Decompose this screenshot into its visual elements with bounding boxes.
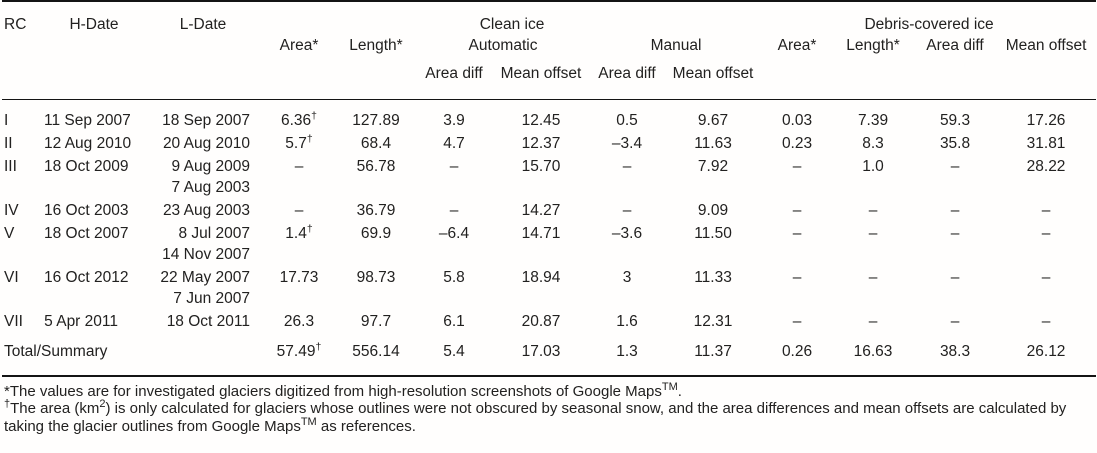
clean-area-cell: –	[294, 201, 304, 219]
group-header-debris-covered-ice: Debris-covered ice	[864, 16, 994, 33]
l-date-cell: 18 Oct 2011	[166, 312, 250, 330]
table-row-V	[2, 221, 1096, 265]
dagger-sup: †	[315, 340, 322, 353]
debris-area-diff-cell: –	[950, 224, 960, 242]
col-header-debris-mean-offset: Mean offset	[1005, 37, 1087, 54]
group-header-clean-ice: Clean ice	[479, 16, 545, 33]
l-date-cell: 22 May 2007 7 Jun 2007	[160, 268, 250, 307]
table-row-I	[2, 99, 1096, 131]
h-date-cell: 16 Oct 2003	[44, 201, 129, 219]
h-date-cell: 16 Oct 2012	[44, 268, 129, 286]
debris-area-cell: 0.23	[781, 134, 813, 152]
debris-length-cell: –	[868, 268, 878, 286]
debris-area-diff-cell: –	[950, 268, 960, 286]
manual-mean-offset-cell: 11.37	[694, 342, 732, 360]
clean-area-cell: 6.36†	[280, 109, 317, 129]
col-header-manual-mean-offset: Mean offset	[672, 65, 754, 82]
trademark-sup: TM	[661, 380, 678, 393]
table-row-VII	[2, 309, 1096, 332]
dagger-sup: †	[306, 222, 313, 235]
auto-mean-offset-cell: 14.27	[521, 201, 561, 219]
clean-length-cell: 69.9	[360, 224, 392, 242]
col-header-rc: RC	[4, 16, 27, 33]
manual-area-diff-cell: 3	[622, 268, 632, 286]
clean-area-cell: –	[294, 157, 304, 175]
col-header-auto-area-diff: Area diff	[425, 65, 483, 82]
rc-cell: VI	[4, 268, 19, 286]
debris-area-diff-cell: –	[950, 312, 960, 330]
dagger-marker-sup: †	[4, 398, 11, 410]
manual-mean-offset-cell: 7.92	[697, 157, 729, 175]
manual-area-diff-cell: 1.6	[616, 312, 638, 330]
clean-area-cell: 57.49†	[276, 340, 322, 360]
clean-area-cell: 5.7†	[285, 132, 313, 152]
debris-length-cell: 16.63	[853, 342, 893, 360]
manual-area-diff-cell: 1.3	[616, 342, 638, 360]
col-header-manual-area-diff: Area diff	[598, 65, 656, 82]
auto-mean-offset-cell: 18.94	[521, 268, 561, 286]
debris-area-diff-cell: 35.8	[939, 134, 971, 152]
manual-area-diff-cell: –3.6	[611, 224, 643, 242]
table-row-IV	[2, 198, 1096, 221]
manual-area-diff-cell: –3.4	[611, 134, 643, 152]
debris-area-cell: 0.26	[781, 342, 813, 360]
table-footnotes	[2, 380, 1095, 436]
clean-area-cell: 1.4†	[285, 222, 313, 242]
h-date-cell: 18 Oct 2009	[44, 157, 129, 175]
auto-mean-offset-cell: 20.87	[521, 312, 561, 330]
clean-area-cell: 26.3	[283, 312, 315, 330]
col-header-auto-mean-offset: Mean offset	[500, 65, 582, 82]
rc-cell: II	[4, 134, 13, 152]
l-date-cell: 9 Aug 2009 7 Aug 2003	[171, 157, 250, 196]
manual-mean-offset-cell: 11.33	[694, 268, 732, 286]
auto-mean-offset-cell: 12.45	[521, 111, 561, 129]
manual-mean-offset-cell: 9.09	[697, 201, 729, 219]
debris-length-cell: –	[868, 312, 878, 330]
debris-mean-offset-cell: –	[1041, 224, 1051, 242]
auto-area-diff-cell: 3.9	[443, 111, 465, 129]
col-header-h-date: H-Date	[69, 16, 119, 33]
auto-mean-offset-cell: 17.03	[521, 342, 561, 360]
table-row-total-summary	[2, 332, 1096, 376]
table-row-II	[2, 131, 1096, 154]
debris-area-cell: –	[792, 312, 802, 330]
debris-length-cell: 1.0	[862, 157, 884, 175]
table-body	[2, 99, 1096, 376]
auto-area-diff-cell: –6.4	[438, 224, 470, 242]
debris-mean-offset-cell: 31.81	[1026, 134, 1066, 152]
debris-area-cell: –	[792, 224, 802, 242]
col-header-debris-area: Area*	[777, 37, 817, 54]
manual-mean-offset-cell: 11.50	[694, 224, 732, 242]
auto-mean-offset-cell: 14.71	[521, 224, 561, 242]
debris-area-diff-cell: –	[950, 157, 960, 175]
debris-length-cell: –	[868, 201, 878, 219]
debris-area-diff-cell: –	[950, 201, 960, 219]
squared-sup: 2	[99, 398, 106, 410]
total-label-cell: Total/Summary	[4, 342, 108, 360]
debris-mean-offset-cell: 26.12	[1026, 342, 1066, 360]
l-date-cell: 23 Aug 2003	[162, 201, 250, 219]
table-header	[2, 1, 1096, 99]
dagger-sup: †	[311, 109, 317, 122]
debris-mean-offset-cell: 28.22	[1026, 157, 1066, 175]
group-header-automatic: Automatic	[468, 37, 538, 54]
col-header-clean-area: Area*	[279, 37, 319, 54]
manual-mean-offset-cell: 9.67	[697, 111, 729, 129]
rc-cell: I	[4, 111, 9, 129]
col-header-clean-length: Length*	[349, 37, 403, 54]
trademark-sup: TM	[300, 415, 317, 428]
debris-area-cell: –	[792, 157, 802, 175]
rc-cell: III	[4, 157, 17, 175]
table-row-VI	[2, 265, 1096, 309]
h-date-cell: 5 Apr 2011	[44, 312, 118, 330]
footnote-dagger: †The area (km$^2$) is only calculated for glaciers whose outlines were not obscured by seasonal snow, and the area differences and mean offsets are calculated by taking the glacier outlines from Google Maps™ as references.	[4, 398, 1067, 435]
group-header-manual: Manual	[650, 37, 702, 54]
debris-area-cell: –	[792, 201, 802, 219]
clean-length-cell: 556.14	[352, 342, 400, 360]
auto-area-diff-cell: –	[449, 157, 459, 175]
auto-area-diff-cell: –	[449, 201, 459, 219]
rc-cell: V	[4, 224, 15, 242]
l-date-cell: 18 Sep 2007	[162, 111, 250, 129]
debris-length-cell: 7.39	[857, 111, 889, 129]
col-header-l-date: L-Date	[179, 16, 227, 33]
h-date-cell: 18 Oct 2007	[44, 224, 129, 242]
manual-mean-offset-cell: 12.31	[693, 312, 733, 330]
auto-area-diff-cell: 4.7	[443, 134, 465, 152]
debris-mean-offset-cell: –	[1041, 268, 1051, 286]
debris-area-cell: –	[792, 268, 802, 286]
debris-mean-offset-cell: –	[1041, 201, 1051, 219]
h-date-cell: 12 Aug 2010	[44, 134, 132, 152]
manual-area-diff-cell: –	[622, 201, 632, 219]
manual-area-diff-cell: –	[622, 157, 632, 175]
debris-length-cell: –	[868, 224, 878, 242]
dagger-sup: †	[306, 132, 313, 145]
debris-length-cell: 8.3	[862, 134, 884, 152]
manual-area-diff-cell: 0.5	[616, 111, 638, 129]
col-header-debris-length: Length*	[846, 37, 900, 54]
clean-length-cell: 97.7	[360, 312, 392, 330]
rc-cell: VII	[4, 312, 23, 330]
debris-mean-offset-cell: 17.26	[1026, 111, 1066, 129]
clean-length-cell: 36.79	[356, 201, 396, 219]
auto-area-diff-cell: 6.1	[443, 312, 465, 330]
auto-mean-offset-cell: 15.70	[521, 157, 561, 175]
debris-area-diff-cell: 59.3	[939, 111, 971, 129]
glacier-measurements-table	[2, 0, 1096, 377]
footnote-asterisk: *The values are for investigated glaciers digitized from high-resolution screenshots of Google Maps™.	[4, 380, 682, 400]
debris-area-diff-cell: 38.3	[939, 342, 971, 360]
clean-length-cell: 68.4	[360, 134, 392, 152]
rc-cell: IV	[4, 201, 19, 219]
l-date-cell: 8 Jul 2007 14 Nov 2007	[162, 224, 250, 263]
l-date-cell: 20 Aug 2010	[162, 134, 250, 152]
clean-area-cell: 17.73	[279, 268, 319, 286]
table-row-III	[2, 154, 1096, 198]
clean-length-cell: 127.89	[352, 111, 400, 129]
auto-mean-offset-cell: 12.37	[521, 134, 561, 152]
h-date-cell: 11 Sep 2007	[44, 111, 131, 129]
debris-mean-offset-cell: –	[1041, 312, 1051, 330]
manual-mean-offset-cell: 11.63	[694, 134, 732, 152]
debris-area-cell: 0.03	[781, 111, 813, 129]
auto-area-diff-cell: 5.4	[443, 342, 465, 360]
col-header-debris-area-diff: Area diff	[926, 37, 984, 54]
header-row-groups	[2, 1, 1096, 35]
clean-length-cell: 56.78	[356, 157, 396, 175]
auto-area-diff-cell: 5.8	[443, 268, 465, 286]
clean-length-cell: 98.73	[356, 268, 396, 286]
